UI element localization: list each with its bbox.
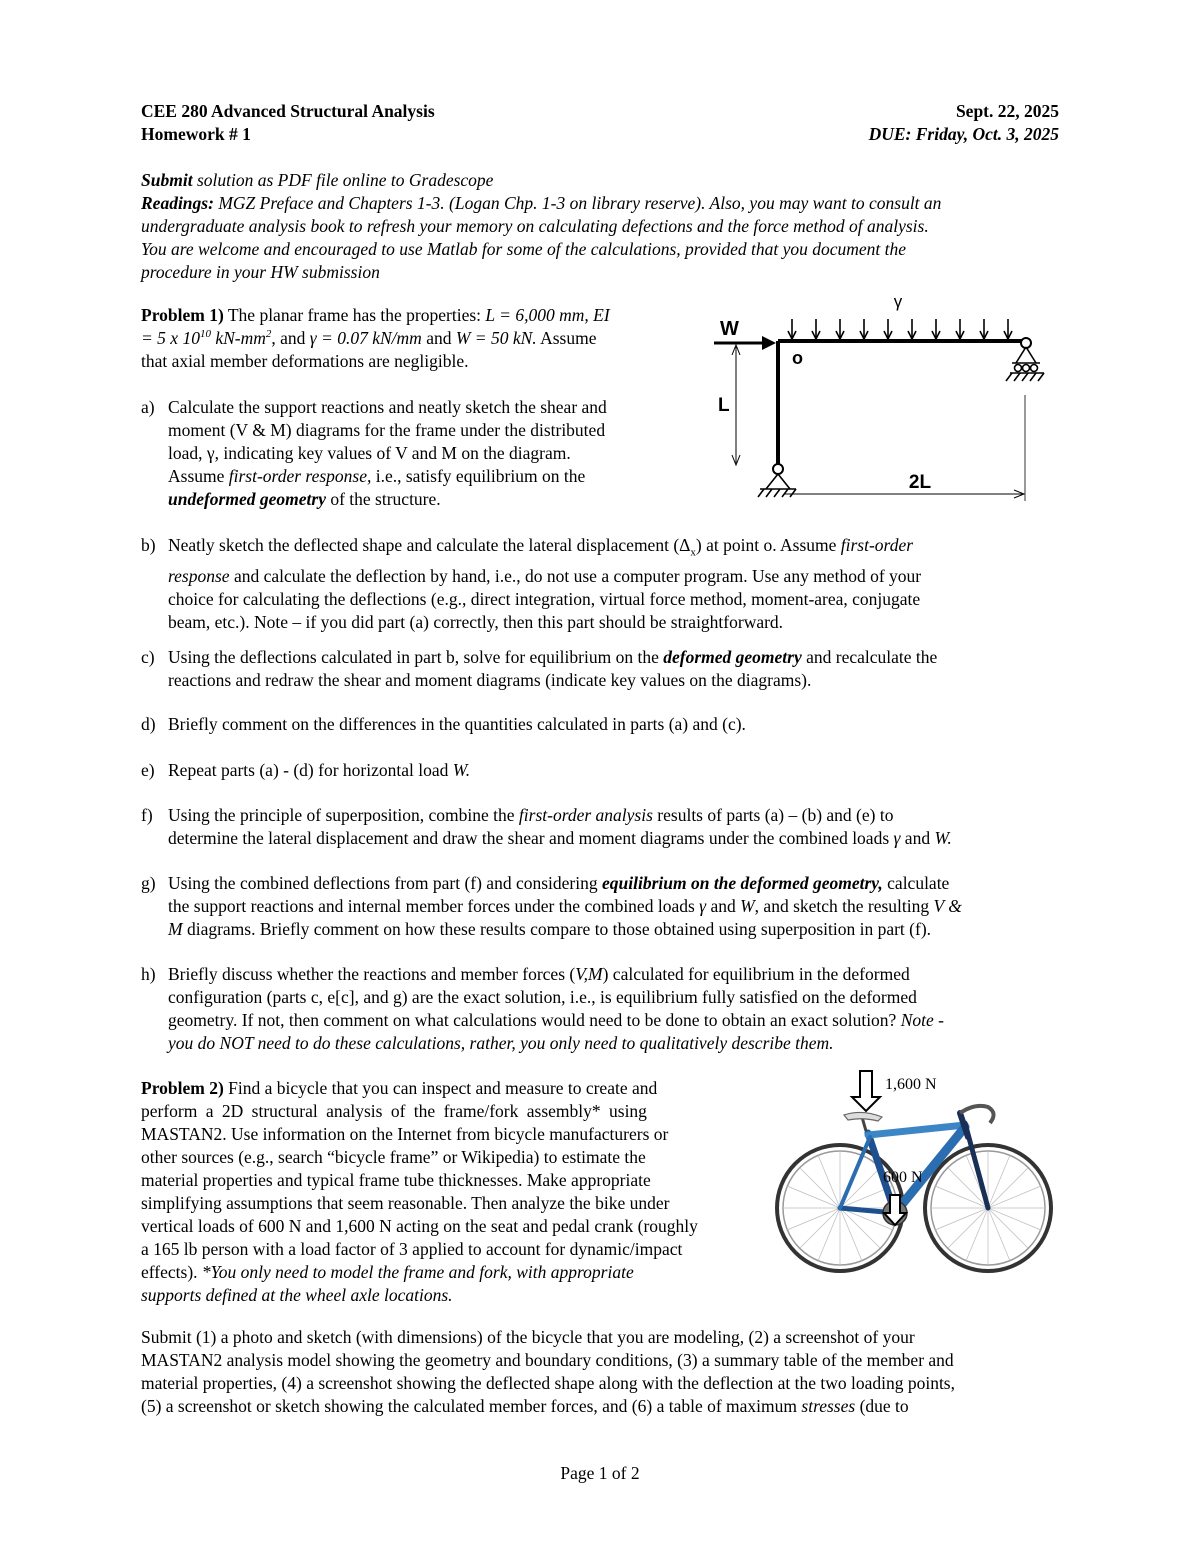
part-a-l2: moment (V & M) diagrams for the frame under the distributed (168, 420, 606, 440)
part-e-text (168, 759, 1061, 782)
p1-part-d (141, 713, 1061, 736)
p2-submit-3: material properties, (4) a screenshot showing the deflected shape along with the deflection at the two loading points, (141, 1373, 955, 1393)
part-a-l4c: i.e., satisfy equilibrium on the (371, 466, 586, 486)
part-g-l2f: V & (933, 896, 962, 916)
distributed-load-arrows (788, 319, 1012, 339)
part-f-l2c: and (900, 828, 935, 848)
p2-paragraph (141, 1077, 753, 1307)
p1-text-2c: , and (271, 328, 310, 348)
2l-label: 2L (908, 472, 932, 493)
p1-eq-2a: = 5 x 10 (141, 328, 200, 348)
p2-l5: material properties and typical frame tube thicknesses. Make appropriate (141, 1170, 651, 1190)
part-e-l1b: W. (452, 760, 471, 780)
part-g-label: g) (141, 873, 156, 893)
p1-text-2e: and (421, 328, 456, 348)
2l-dimension (784, 490, 1024, 498)
part-e-label: e) (141, 760, 155, 780)
p2-l6: simplifying assumptions that seem reasonable. Then analyze the bike under (141, 1193, 670, 1213)
part-a-l4b: first-order response, (228, 466, 372, 486)
p2-submit-4c: (due to (855, 1396, 909, 1416)
p1-line-2 (141, 327, 597, 350)
readings-text-1: MGZ Preface and Chapters 1-3. (Logan Chp. 1-3 on library reserve). Also, you may want to consult an (213, 193, 942, 213)
part-b-label: b) (141, 535, 156, 555)
part-g-l3b: diagrams. Briefly comment on how these results compare to those obtained using superposition in part (f). (182, 919, 932, 939)
seat-load-arrow (852, 1071, 880, 1111)
part-f-l2d: W. (934, 828, 952, 848)
part-f-l2b: γ (893, 828, 901, 848)
readings-line-4: procedure in your HW submission (141, 262, 380, 282)
part-a-l1: Calculate the support reactions and neatly sketch the shear and (168, 397, 607, 417)
p2-l3: MASTAN2. Use information on the Internet from bicycle manufacturers or (141, 1124, 669, 1144)
seat-load-label: 1,600 N (885, 1076, 937, 1093)
part-d-text: Briefly comment on the differences in the quantities calculated in parts (a) and (c). (168, 714, 746, 734)
p1-eq-2f: W = 50 kN. (455, 328, 537, 348)
part-g-text (168, 872, 1061, 941)
readings-label: Readings: (141, 193, 214, 213)
page-number: Page 1 of 2 (560, 1463, 640, 1483)
part-b-l2a: response (168, 565, 230, 586)
l-label: L (718, 395, 730, 416)
p1-part-b (141, 534, 1061, 634)
part-a-l5b: of the structure. (325, 489, 441, 509)
part-g-l1a: Using the combined deflections from part (f) and considering (168, 873, 602, 893)
part-g-l1b: equilibrium on the deformed geometry, (601, 873, 883, 893)
part-f-l2a: determine the lateral displacement and draw the shear and moment diagrams under the combined loads (168, 828, 894, 848)
bicycle-figure (770, 1065, 1060, 1275)
readings-line-2: undergraduate analysis book to refresh your memory on calculating defections and the force method of analysis. (141, 216, 929, 236)
submit-line (141, 169, 493, 192)
l-dimension (732, 345, 740, 465)
gamma-label: γ (893, 292, 903, 311)
p1-part-f (141, 804, 1061, 850)
part-c-text (168, 646, 1061, 692)
part-g-l1c: calculate (882, 873, 950, 893)
p1-eq-2b: kN-mm (210, 328, 266, 348)
part-b-l1sub: x (690, 546, 696, 559)
part-b-l1a: Neatly sketch the deflected shape and calculate the lateral displacement (Δ (168, 535, 691, 555)
part-g-l2a: the support reactions and internal member forces under the combined loads (168, 896, 700, 916)
p2-submit-1: Submit (1) a photo and sketch (with dimensions) of the bicycle that you are modeling, (2) a screenshot of your (141, 1327, 915, 1347)
w-arrowhead (762, 336, 776, 350)
part-f-l1b: first-order analysis (518, 805, 653, 825)
p2-heading: Problem 2) (141, 1078, 224, 1098)
p1-part-c (141, 646, 1061, 692)
p1-text-2g: Assume (536, 328, 597, 348)
part-h-l3b: Note - (900, 1010, 944, 1030)
course-title: CEE 280 Advanced Structural Analysis (141, 101, 435, 121)
point-o-label: o (792, 348, 803, 368)
bike-frame (840, 1113, 988, 1213)
part-f-text (168, 804, 1061, 850)
part-b-l1b: ) at point o. Assume (695, 535, 841, 555)
part-a-l4a: Assume (168, 466, 229, 486)
frame-diagram (700, 285, 1060, 515)
p2-submit-4a: (5) a screenshot or sketch showing the calculated member forces, and (6) a table of maximum (141, 1396, 802, 1416)
p1-heading: Problem 1) (141, 305, 224, 325)
p2-submit-4b: stresses (801, 1396, 856, 1416)
part-h-label: h) (141, 964, 156, 984)
p1-eq-1: L = 6,000 mm, EI (485, 305, 610, 325)
w-label: W (720, 318, 739, 340)
part-c-l1b: deformed geometry (663, 647, 802, 667)
p1-line-1 (141, 304, 610, 327)
part-c-l2: reactions and redraw the shear and moment diagrams (indicate key values on the diagrams). (168, 670, 812, 690)
p1-eq-2d: γ = 0.07 kN/mm (309, 328, 422, 348)
part-h-l1a: Briefly discuss whether the reactions and member forces ( (168, 964, 576, 984)
p2-l9a: effects). (141, 1262, 202, 1282)
roller-support (1006, 338, 1044, 381)
part-h-l2: configuration (parts c, e[c], and g) are the exact solution, i.e., is equilibrium fully satisfied on the deformed (168, 987, 917, 1007)
pin-support (758, 464, 796, 497)
part-b-text (168, 534, 1061, 634)
part-e-l1a: Repeat parts (a) - (d) for horizontal load (168, 760, 453, 780)
part-b-l4: beam, etc.). Note – if you did part (a) correctly, then this part should be straightforward. (168, 611, 784, 632)
part-c-l1a: Using the deflections calculated in part b, solve for equilibrium on the (168, 647, 664, 667)
p1-part-g (141, 872, 1061, 941)
p1-part-a (141, 396, 681, 511)
part-b-l3: choice for calculating the deflections (e.g., direct integration, virtual force method, moment-area, conjugate (168, 588, 921, 609)
p2-l8: a 165 lb person with a load factor of 3 applied to account for dynamic/impact (141, 1239, 683, 1259)
part-a-text (168, 396, 681, 511)
p2-l4: other sources (e.g., search “bicycle frame” or Wikipedia) to estimate the (141, 1147, 646, 1167)
part-h-l3a: geometry. If not, then comment on what calculations would need to be done to obtain an exact solution? (168, 1010, 901, 1030)
part-a-l3: load, γ, indicating key values of V and M on the diagram. (168, 443, 571, 463)
part-c-label: c) (141, 647, 155, 667)
part-b-l2b: and calculate the deflection by hand, i.e., do not use a computer program. Use any method of your (229, 565, 922, 586)
part-d-label: d) (141, 714, 156, 734)
part-g-l2b: γ (699, 896, 707, 916)
part-h-text (168, 963, 1061, 1055)
p2-submit-2: MASTAN2 analysis model showing the geometry and boundary conditions, (3) a summary table of the member and (141, 1350, 954, 1370)
part-b-l1c: first-order (840, 535, 914, 555)
part-h-l1b: V,M (575, 964, 603, 984)
readings-line-1 (141, 192, 941, 215)
part-a-l5a: undeformed geometry (168, 489, 326, 509)
p2-submit-4 (141, 1395, 909, 1418)
issue-date: Sept. 22, 2025 (955, 101, 1059, 121)
p2-l2: perform a 2D structural analysis of the frame/fork assembly* using (141, 1101, 647, 1121)
p2-l9b: *You only need to model the frame and fork, with appropriate (201, 1262, 634, 1282)
part-g-l2c: and (706, 896, 741, 916)
part-g-l2e: , and sketch the resulting (754, 896, 934, 916)
part-g-l2d: W (740, 896, 755, 916)
part-f-label: f) (141, 805, 153, 825)
part-a-label: a) (141, 397, 155, 417)
p2-l10: supports defined at the wheel axle locations. (141, 1285, 453, 1305)
pedal-load-label: 600 N (883, 1169, 923, 1186)
part-f-l1c: results of parts (a) – (b) and (e) to (652, 805, 894, 825)
readings-line-3: You are welcome and encouraged to use Matlab for some of the calculations, provided that you document the (141, 239, 907, 259)
part-h-l4: you do NOT need to do these calculations, rather, you only need to qualitatively describe them. (168, 1033, 834, 1053)
p2-l7: vertical loads of 600 N and 1,600 N acting on the seat and pedal crank (roughly (141, 1216, 698, 1236)
p1-line-3: that axial member deformations are negligible. (141, 351, 469, 371)
submit-text: solution as PDF file online to Gradescope (192, 170, 494, 190)
part-h-l1c: ) calculated for equilibrium in the deformed (602, 964, 910, 984)
part-c-l1c: and recalculate the (801, 647, 938, 667)
part-f-l1a: Using the principle of superposition, combine the (168, 805, 519, 825)
p1-part-e (141, 759, 1061, 782)
p1-eq-2sup: 10 (199, 328, 211, 341)
submit-label: Submit (141, 170, 193, 190)
p1-eq-2sup2: 2 (265, 328, 272, 341)
p2-l1: Find a bicycle that you can inspect and measure to create and (223, 1078, 658, 1098)
homework-number: Homework # 1 (141, 124, 251, 144)
part-g-l3a: M (168, 919, 183, 939)
p1-text-1: The planar frame has the properties: (223, 305, 486, 325)
due-date: DUE: Friday, Oct. 3, 2025 (868, 124, 1059, 144)
p1-part-h (141, 963, 1061, 1055)
